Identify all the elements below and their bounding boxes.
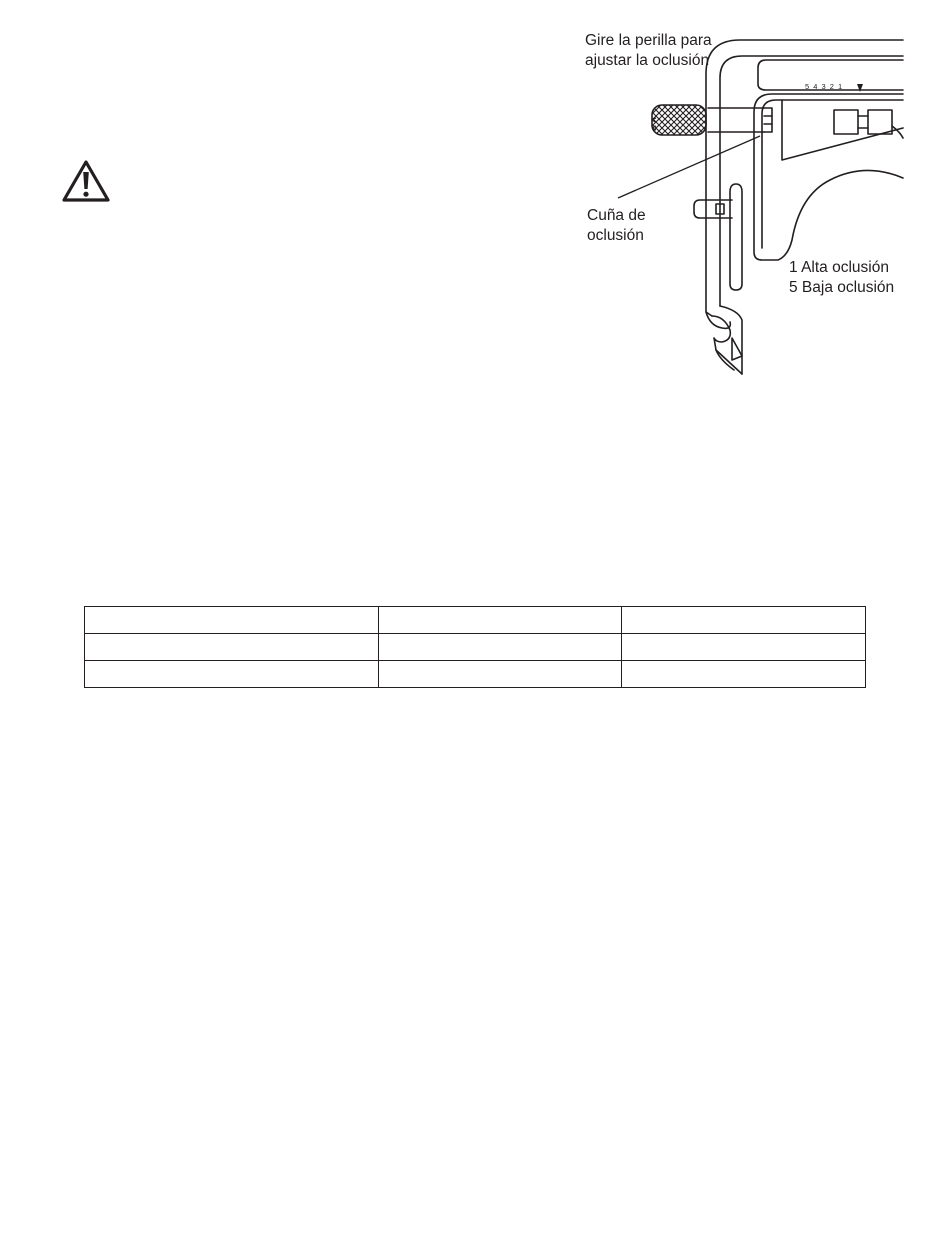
table-cell: [379, 607, 622, 634]
settings-table: [84, 606, 866, 688]
wedge-callout-line-2: oclusión: [587, 227, 644, 244]
wedge-callout: [587, 206, 646, 246]
scale-callout: [789, 258, 894, 298]
table-cell: [85, 634, 379, 661]
knob-callout-line-2: ajustar la oclusión: [585, 52, 710, 69]
scale-callout-low: 5 Baja oclusión: [789, 279, 895, 296]
table-cell: [85, 661, 379, 688]
table-cell: [85, 607, 379, 634]
table-cell: [622, 661, 866, 688]
wedge-callout-line-1: Cuña de: [587, 207, 646, 224]
scale-callout-high: 1 Alta oclusión: [789, 259, 889, 276]
knob-callout: [585, 31, 712, 71]
table-cell: [379, 661, 622, 688]
table-cell: [622, 607, 866, 634]
table-row: [85, 634, 866, 661]
table-cell: [379, 634, 622, 661]
knob-callout-line-1: Gire la perilla para: [585, 32, 712, 49]
table-row: [85, 607, 866, 634]
warning-icon: [60, 158, 112, 204]
table-row: [85, 661, 866, 688]
occlusion-clamp-diagram: [560, 20, 950, 382]
scale-digits: 5 4 3 2 1: [805, 82, 844, 91]
table-cell: [622, 634, 866, 661]
